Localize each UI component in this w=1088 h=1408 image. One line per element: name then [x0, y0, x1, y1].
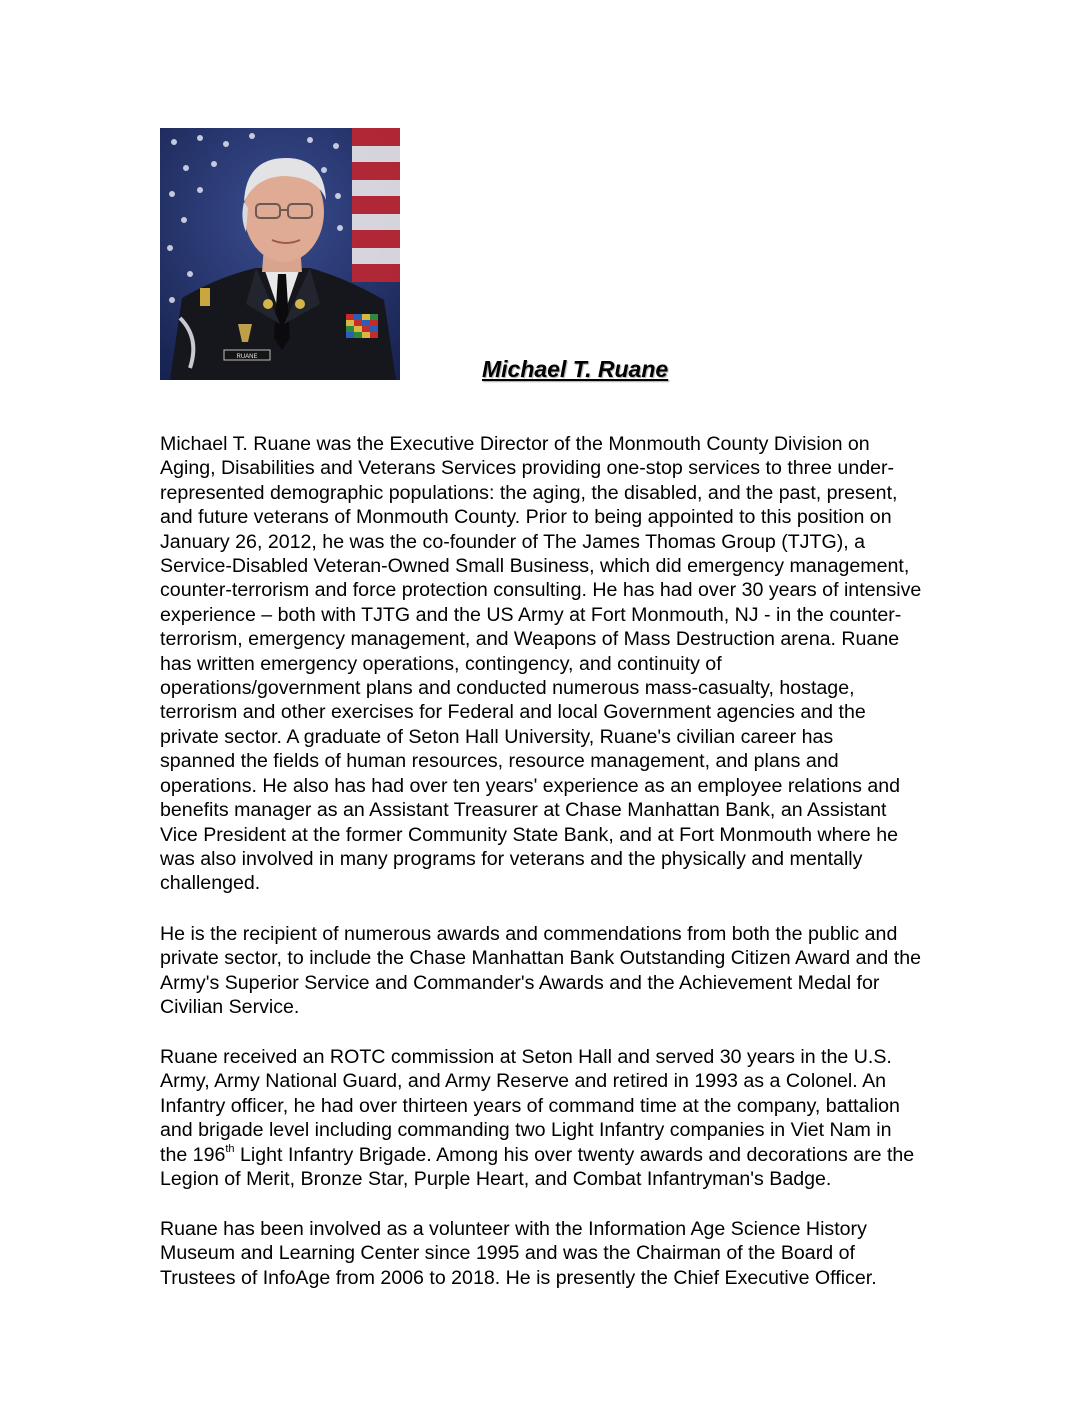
- portrait-photo: [160, 128, 400, 380]
- text-line: represented demographic populations: the aging, the disabled, and the past, present,: [160, 481, 898, 504]
- nametag-text: RUANE: [236, 354, 258, 360]
- paragraph-2: [160, 922, 1020, 1020]
- paragraph-4: [160, 1217, 1020, 1290]
- text-fragment: the 196: [160, 1143, 226, 1166]
- text-line: Ruane has been involved as a volunteer with the Information Age Science History: [160, 1218, 867, 1240]
- text-line: He is the recipient of numerous awards and commendations from both the public and: [160, 923, 898, 945]
- text-line: experience – both with TJTG and the US Army at Fort Monmouth, NJ - in the counter-: [160, 603, 902, 626]
- text-line: Service-Disabled Veteran-Owned Small Business, which did emergency management,: [160, 555, 910, 578]
- text-line: was also involved in many programs for veterans and the physically and mentally: [160, 847, 863, 870]
- text-line: Aging, Disabilities and Veterans Services providing one-stop services to three under-: [160, 457, 895, 480]
- text-line: challenged.: [160, 872, 261, 895]
- text-line: Ruane received an ROTC commission at Seton Hall and served 30 years in the U.S.: [160, 1046, 892, 1068]
- paragraph-3: [160, 1045, 1020, 1191]
- text-line: Infantry officer, he had over thirteen years of command time at the company, battalion: [160, 1094, 900, 1117]
- text-line: [160, 1143, 1020, 1167]
- text-fragment: Light Infantry Brigade. Among his over twenty awards and decorations are the: [234, 1143, 915, 1166]
- text-line: and future veterans of Monmouth County. Prior to being appointed to this position on: [160, 506, 892, 529]
- text-line: Civilian Service.: [160, 996, 300, 1019]
- text-line: Vice President at the former Community State Bank, and at Fort Monmouth where he: [160, 823, 899, 846]
- text-line: counter-terrorism and force protection consulting. He has had over 30 years of intensive: [160, 579, 922, 602]
- text-line: January 26, 2012, he was the co-founder of The James Thomas Group (TJTG), a: [160, 530, 866, 553]
- text-line: Michael T. Ruane was the Executive Director of the Monmouth County Division on: [160, 433, 870, 455]
- text-line: Museum and Learning Center since 1995 and was the Chairman of the Board of: [160, 1242, 855, 1265]
- text-line: terrorism and other exercises for Federal and local Government agencies and the: [160, 701, 866, 724]
- text-line: private sector. A graduate of Seton Hall University, Ruane's civilian career has: [160, 725, 834, 748]
- text-line: operations/government plans and conducted numerous mass-casualty, hostage,: [160, 677, 855, 700]
- text-line: terrorism, emergency management, and Weapons of Mass Destruction arena. Ruane: [160, 628, 900, 651]
- text-line: benefits manager as an Assistant Treasurer at Chase Manhattan Bank, an Assistant: [160, 799, 887, 822]
- portrait-photo-icon: [160, 128, 400, 380]
- page-title: Michael T. Ruane: [482, 356, 669, 382]
- text-line: has written emergency operations, contingency, and continuity of: [160, 652, 722, 675]
- ordinal-superscript: th: [225, 1143, 235, 1156]
- text-line: Trustees of InfoAge from 2006 to 2018. He is presently the Chief Executive Officer.: [160, 1266, 877, 1289]
- text-line: spanned the fields of human resources, resource management, and plans and: [160, 750, 839, 773]
- text-line: and brigade level including commanding two Light Infantry companies in Viet Nam in: [160, 1119, 892, 1142]
- text-line: Army, Army National Guard, and Army Reserve and retired in 1993 as a Colonel. An: [160, 1070, 887, 1093]
- text-line: private sector, to include the Chase Manhattan Bank Outstanding Citizen Award and the: [160, 947, 921, 970]
- paragraph-1: [160, 432, 1020, 896]
- text-line: Legion of Merit, Bronze Star, Purple Heart, and Combat Infantryman's Badge.: [160, 1168, 832, 1191]
- text-line: Army's Superior Service and Commander's Awards and the Achievement Medal for: [160, 971, 880, 994]
- text-line: operations. He also has had over ten years' experience as an employee relations and: [160, 774, 901, 797]
